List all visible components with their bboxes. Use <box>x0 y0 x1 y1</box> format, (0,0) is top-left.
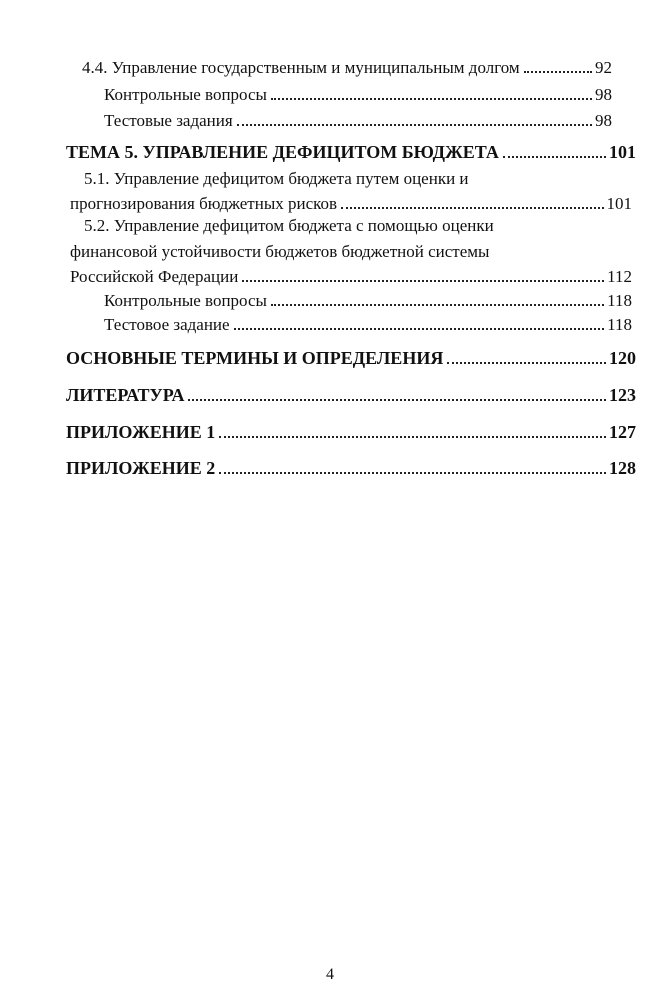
toc-entry-page: 112 <box>607 267 632 286</box>
toc-entry-4-4 <box>82 57 612 79</box>
toc-entry-5-questions <box>104 290 632 312</box>
dot-leader <box>219 472 606 474</box>
dot-leader <box>188 399 606 401</box>
toc-entry-title: прогнозирования бюджетных рисков <box>70 194 338 213</box>
toc-entry-page: 98 <box>595 85 612 104</box>
toc-entry-5-1 <box>70 193 632 215</box>
toc-entry-page: 92 <box>595 58 612 77</box>
toc-entry-page: 123 <box>609 385 636 405</box>
dot-leader <box>271 98 592 100</box>
toc-entry-5-2-line1: 5.2. Управление дефицитом бюджета с помощью оценки <box>84 216 494 235</box>
toc-entry-5-1-line1: 5.1. Управление дефицитом бюджета путем оценки и <box>84 169 469 188</box>
toc-entry-literature <box>66 384 636 406</box>
page-number: 4 <box>326 966 334 983</box>
dot-leader <box>341 207 603 209</box>
dot-leader <box>271 304 604 306</box>
toc-entry-5-2-line2: финансовой устойчивости бюджетов бюджетной системы <box>70 242 490 261</box>
dot-leader <box>237 124 592 126</box>
toc-entry-title: ТЕМА 5. УПРАВЛЕНИЕ ДЕФИЦИТОМ БЮДЖЕТА <box>66 142 499 162</box>
toc-entry-page: 118 <box>607 291 632 310</box>
dot-leader <box>447 362 606 364</box>
toc-entry-title: ПРИЛОЖЕНИЕ 1 <box>66 422 216 442</box>
dot-leader <box>524 71 592 73</box>
toc-entry-page: 128 <box>609 458 636 478</box>
toc-entry-appendix-1 <box>66 421 636 443</box>
toc-entry-title: Российской Федерации <box>70 267 239 286</box>
toc-entry-title: Тестовые задания <box>104 111 233 130</box>
toc-entry-appendix-2 <box>66 457 636 479</box>
toc-entry-5-2 <box>70 266 632 288</box>
toc-entry-title: 4.4. Управление государственным и муниципальным долгом <box>82 58 520 77</box>
dot-leader <box>234 328 605 330</box>
toc-entry-5-test <box>104 314 632 336</box>
toc-entry-title: ЛИТЕРАТУРА <box>66 385 185 405</box>
toc-entry-page: 101 <box>609 142 636 162</box>
toc-entry-title: ПРИЛОЖЕНИЕ 2 <box>66 458 216 478</box>
dot-leader <box>242 280 604 282</box>
toc-entry-page: 120 <box>609 348 636 368</box>
toc-entry-4-4-tests <box>104 110 612 132</box>
toc-entry-terms <box>66 347 636 369</box>
toc-entry-4-4-questions <box>104 84 612 106</box>
toc-entry-page: 118 <box>607 315 632 334</box>
toc-entry-title: Тестовое задание <box>104 315 230 334</box>
toc-entry-page: 101 <box>606 194 632 213</box>
toc-entry-title: ОСНОВНЫЕ ТЕРМИНЫ И ОПРЕДЕЛЕНИЯ <box>66 348 444 368</box>
toc-entry-title: Контрольные вопросы <box>104 85 267 104</box>
toc-entry-page: 98 <box>595 111 612 130</box>
toc-entry-title: Контрольные вопросы <box>104 291 267 310</box>
dot-leader <box>219 436 606 438</box>
toc-entry-page: 127 <box>609 422 636 442</box>
dot-leader <box>503 156 606 158</box>
toc-entry-theme-5 <box>66 141 636 163</box>
